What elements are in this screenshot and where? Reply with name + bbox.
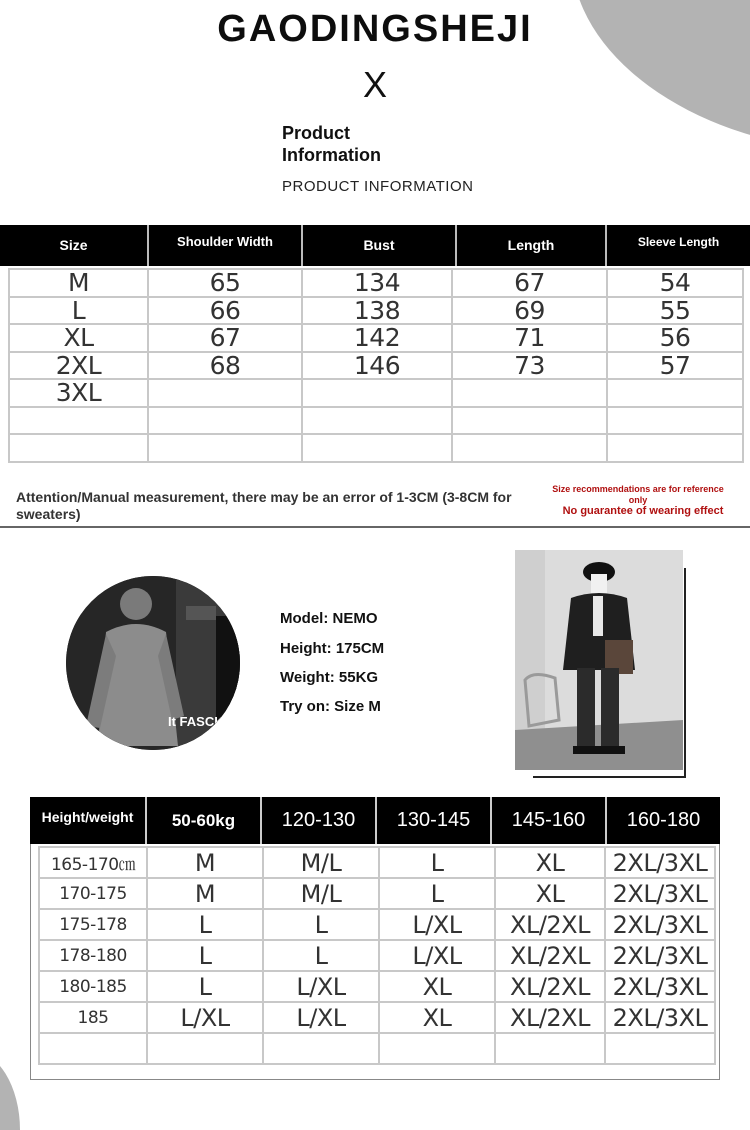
fit-cell-size: XL/2XL bbox=[495, 909, 605, 940]
fit-cell-size: L bbox=[263, 909, 379, 940]
fit-cell-height: 185 bbox=[39, 1002, 147, 1033]
fit-header-height-weight: Height/weight bbox=[41, 809, 134, 825]
fit-cell-size: L bbox=[379, 847, 495, 878]
product-info-title bbox=[282, 122, 381, 166]
fit-cell-size: 2XL/3XL bbox=[605, 847, 715, 878]
fit-cell-size: XL/2XL bbox=[495, 940, 605, 971]
fit-table-row bbox=[39, 909, 715, 940]
fit-cell-height: 175-178 bbox=[39, 909, 147, 940]
fit-cell-size: 2XL/3XL bbox=[605, 878, 715, 909]
size-table-row bbox=[9, 297, 743, 325]
size-cell-shoulder: 68 bbox=[148, 352, 302, 380]
model-back-photo bbox=[66, 576, 240, 750]
size-table-row bbox=[9, 269, 743, 297]
size-cell-size: 3XL bbox=[9, 379, 148, 407]
fit-cell-size: 2XL/3XL bbox=[605, 971, 715, 1002]
size-cell-bust: 134 bbox=[302, 269, 452, 297]
size-cell-sleeve: 56 bbox=[607, 324, 743, 352]
collab-x-mark: X bbox=[362, 64, 387, 105]
fit-header-145-160: 145-160 bbox=[490, 797, 605, 844]
fit-cell-size: M/L bbox=[263, 847, 379, 878]
section-divider bbox=[0, 526, 750, 528]
size-cell-bust: 138 bbox=[302, 297, 452, 325]
fit-cell-size: XL/2XL bbox=[495, 1002, 605, 1033]
fit-cell-size: L/XL bbox=[147, 1002, 263, 1033]
fit-table-row bbox=[39, 1033, 715, 1064]
size-header-size: Size bbox=[59, 237, 88, 253]
size-cell-sleeve: 57 bbox=[607, 352, 743, 380]
size-cell-size: 2XL bbox=[9, 352, 148, 380]
fit-table-row bbox=[39, 847, 715, 878]
size-cell-bust bbox=[302, 379, 452, 407]
fit-cell-size bbox=[605, 1033, 715, 1064]
model-back-illustration bbox=[66, 576, 240, 750]
size-cell-shoulder bbox=[148, 407, 302, 435]
fit-cell-size bbox=[263, 1033, 379, 1064]
model-front-illustration bbox=[515, 550, 683, 770]
fit-table bbox=[38, 846, 716, 1065]
guarantee-note: No guarantee of wearing effect bbox=[562, 505, 724, 517]
fit-cell-size: 2XL/3XL bbox=[605, 940, 715, 971]
model-front-photo bbox=[515, 550, 683, 770]
size-cell-shoulder bbox=[148, 379, 302, 407]
size-cell-size: M bbox=[9, 269, 148, 297]
size-table-row bbox=[9, 352, 743, 380]
fit-cell-size: XL/2XL bbox=[495, 971, 605, 1002]
size-cell-sleeve bbox=[607, 434, 743, 462]
size-cell-length: 71 bbox=[452, 324, 607, 352]
photo-frame-line-bottom bbox=[533, 776, 686, 778]
fit-cell-size: L/XL bbox=[263, 971, 379, 1002]
fit-cell-size: L/XL bbox=[379, 940, 495, 971]
size-cell-bust bbox=[302, 434, 452, 462]
fit-cell-height: 180-185 bbox=[39, 971, 147, 1002]
model-name: Model: NEMO bbox=[280, 610, 378, 627]
size-recommendation-note: Size recommendations are for reference only bbox=[552, 484, 724, 505]
fit-cell-height bbox=[39, 1033, 147, 1064]
fit-cell-size: M/L bbox=[263, 878, 379, 909]
size-cell-size: XL bbox=[9, 324, 148, 352]
fit-cell-size: XL bbox=[495, 847, 605, 878]
fit-cell-height: 165-170㎝ bbox=[39, 847, 147, 878]
model-weight: Weight: 55KG bbox=[280, 669, 379, 686]
size-cell-shoulder: 66 bbox=[148, 297, 302, 325]
fit-cell-size: L bbox=[147, 909, 263, 940]
fit-cell-size: 2XL/3XL bbox=[605, 1002, 715, 1033]
size-cell-sleeve bbox=[607, 379, 743, 407]
fit-header-120-130: 120-130 bbox=[260, 797, 375, 844]
size-table-row bbox=[9, 434, 743, 462]
fit-cell-size: L bbox=[379, 878, 495, 909]
product-info-title-line1: Product bbox=[282, 123, 351, 143]
size-cell-length: 67 bbox=[452, 269, 607, 297]
fit-cell-size: L/XL bbox=[379, 909, 495, 940]
fit-cell-height: 178-180 bbox=[39, 940, 147, 971]
fit-cell-size: L bbox=[263, 940, 379, 971]
model-try-on: Try on: Size M bbox=[280, 698, 381, 715]
fit-header-130-145: 130-145 bbox=[375, 797, 490, 844]
size-cell-size bbox=[9, 407, 148, 435]
size-header-sleeve: Sleeve Length bbox=[605, 225, 750, 266]
fit-cell-size bbox=[379, 1033, 495, 1064]
fit-table-row bbox=[39, 1002, 715, 1033]
fit-table-row bbox=[39, 878, 715, 909]
size-cell-bust: 142 bbox=[302, 324, 452, 352]
size-cell-bust bbox=[302, 407, 452, 435]
size-cell-bust: 146 bbox=[302, 352, 452, 380]
size-table-row bbox=[9, 407, 743, 435]
size-cell-length: 69 bbox=[452, 297, 607, 325]
size-cell-sleeve bbox=[607, 407, 743, 435]
size-cell-shoulder: 65 bbox=[148, 269, 302, 297]
size-header-bust: Bust bbox=[301, 225, 455, 266]
fit-cell-size: XL bbox=[379, 971, 495, 1002]
fit-table-row bbox=[39, 940, 715, 971]
fit-cell-size: M bbox=[147, 847, 263, 878]
size-cell-size bbox=[9, 434, 148, 462]
size-table-row bbox=[9, 324, 743, 352]
corner-blob-bottom-left bbox=[0, 1050, 20, 1130]
size-cell-shoulder: 67 bbox=[148, 324, 302, 352]
size-cell-shoulder bbox=[148, 434, 302, 462]
size-header-shoulder: Shoulder Width bbox=[147, 225, 301, 266]
size-cell-length: 73 bbox=[452, 352, 607, 380]
fit-header-50-60: 50-60kg bbox=[145, 797, 260, 844]
fit-cell-height: 170-175 bbox=[39, 878, 147, 909]
fit-cell-size bbox=[147, 1033, 263, 1064]
model-height: Height: 175CM bbox=[280, 640, 385, 657]
fit-cell-size: M bbox=[147, 878, 263, 909]
product-info-subtitle: PRODUCT INFORMATION bbox=[282, 178, 474, 195]
fit-header-160-180: 160-180 bbox=[605, 797, 720, 844]
size-table-header bbox=[0, 225, 750, 266]
size-table-row bbox=[9, 379, 743, 407]
brand-title: GAODINGSHEJI bbox=[217, 8, 533, 50]
size-cell-length bbox=[452, 434, 607, 462]
fit-table-row bbox=[39, 971, 715, 1002]
attention-note: Attention/Manual measurement, there may be an error of 1-3CM (3-8CM for sweaters) bbox=[16, 489, 512, 522]
fit-cell-size: 2XL/3XL bbox=[605, 909, 715, 940]
size-cell-sleeve: 54 bbox=[607, 269, 743, 297]
fit-cell-size: L/XL bbox=[263, 1002, 379, 1033]
photo-frame-line-right bbox=[684, 568, 686, 778]
fit-table-header bbox=[30, 797, 720, 844]
fit-cell-size: XL bbox=[495, 878, 605, 909]
product-info-title-line2: Information bbox=[282, 145, 381, 165]
size-cell-length bbox=[452, 379, 607, 407]
size-cell-size: L bbox=[9, 297, 148, 325]
fit-cell-size: L bbox=[147, 971, 263, 1002]
fit-cell-size: L bbox=[147, 940, 263, 971]
photo-caption: It FASCK bbox=[168, 714, 224, 729]
size-cell-sleeve: 55 bbox=[607, 297, 743, 325]
size-header-length: Length bbox=[455, 225, 605, 266]
size-table bbox=[8, 268, 744, 463]
size-cell-length bbox=[452, 407, 607, 435]
fit-cell-size bbox=[495, 1033, 605, 1064]
fit-cell-size: XL bbox=[379, 1002, 495, 1033]
